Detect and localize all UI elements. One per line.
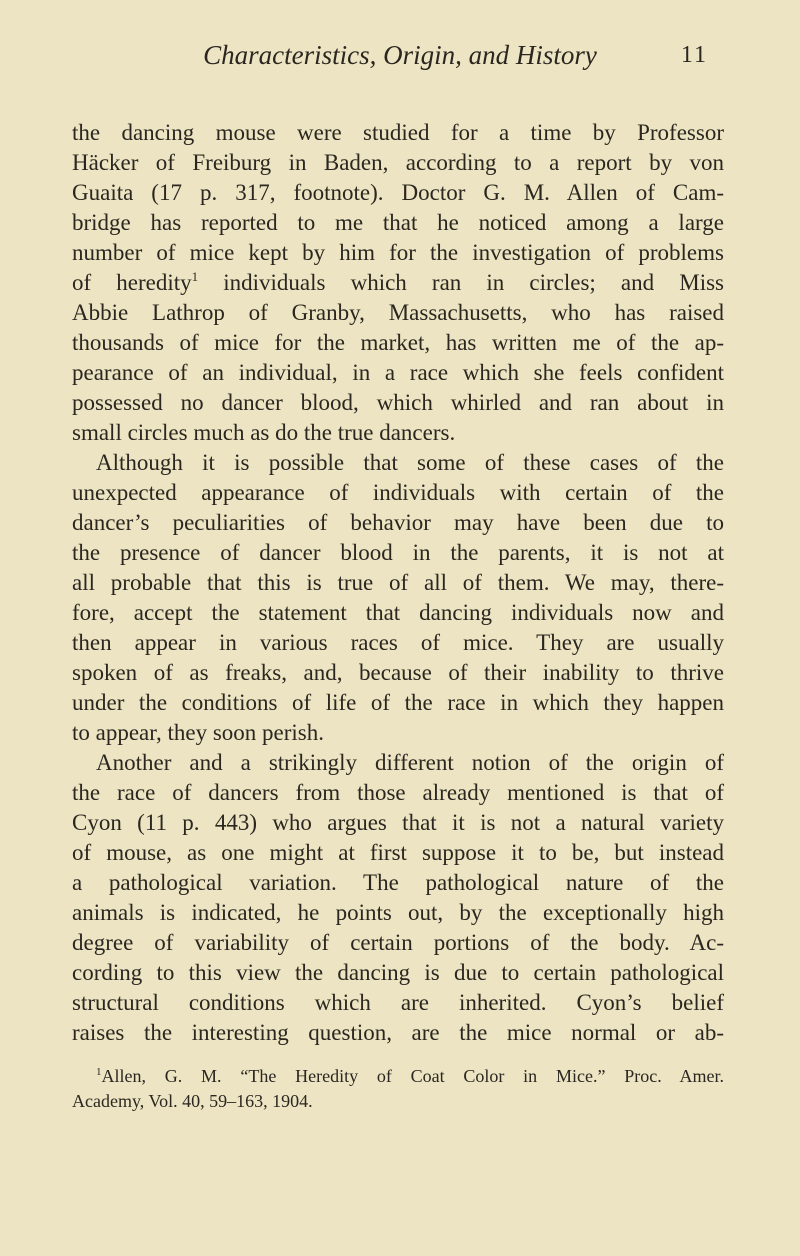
text-line: unexpected appearance of individuals with certain of the [72, 480, 724, 505]
text-line: raises the interesting question, are the mice normal or ab- [72, 1020, 724, 1045]
running-header [0, 40, 800, 76]
text-line: a pathological variation. The pathological nature of the [72, 870, 724, 895]
text-line: pearance of an individual, in a race which she feels confident [72, 360, 724, 385]
text-line: animals is indicated, he points out, by the exceptionally high [72, 900, 724, 925]
text-line: Another and a strikingly different notion of the origin of [96, 750, 724, 775]
page-number: 11 [680, 42, 708, 68]
text-line: fore, accept the statement that dancing individuals now and [72, 600, 724, 625]
text-line: under the conditions of life of the race in which they happen [72, 690, 724, 715]
text-line: all probable that this is true of all of them. We may, there- [72, 570, 724, 595]
text-segment: of heredity [72, 270, 192, 295]
text-line: Abbie Lathrop of Granby, Massachusetts, who has raised [72, 300, 724, 325]
text-line: the race of dancers from those already mentioned is that of [72, 780, 724, 805]
text-line: bridge has reported to me that he noticed among a large [72, 210, 724, 235]
text-line: the dancing mouse were studied for a time by Professor [72, 120, 724, 145]
text-line [72, 268, 724, 298]
footnote-reference[interactable]: 1 [191, 269, 199, 284]
text-line: spoken of as freaks, and, because of their inability to thrive [72, 660, 724, 685]
text-line: Cyon (11 p. 443) who argues that it is not a natural variety [72, 810, 724, 835]
footnote-text: Allen, G. M. “The Heredity of Coat Color in Mice.” Proc. Amer. [101, 1066, 724, 1086]
text-line: number of mice kept by him for the investigation of problems [72, 240, 724, 265]
text-line: Guaita (17 p. 317, footnote). Doctor G. M. Allen of Cam- [72, 180, 724, 205]
footnotes [72, 1064, 724, 1114]
footnote-line [72, 1064, 724, 1089]
text-line: Although it is possible that some of these cases of the [96, 450, 724, 475]
text-line: of mouse, as one might at first suppose it to be, but instead [72, 840, 724, 865]
text-line: to appear, they soon perish. [72, 720, 325, 745]
text-line: then appear in various races of mice. They are usually [72, 630, 724, 655]
text-line: thousands of mice for the market, has written me of the ap- [72, 330, 724, 355]
text-segment: individuals which ran in circles; and Miss [198, 270, 724, 295]
body-text [72, 118, 724, 1048]
footnote-text: Academy, Vol. 40, 59–163, 1904. [72, 1091, 313, 1111]
footnote-line [72, 1089, 724, 1114]
text-line: the presence of dancer blood in the parents, it is not at [72, 540, 724, 565]
text-line: dancer’s peculiarities of behavior may have been due to [72, 510, 724, 535]
text-line: structural conditions which are inherited. Cyon’s belief [72, 990, 724, 1015]
text-line: cording to this view the dancing is due to certain pathological [72, 960, 724, 985]
text-line: degree of variability of certain portions of the body. Ac- [72, 930, 724, 955]
text-line: possessed no dancer blood, which whirled and ran about in [72, 390, 724, 415]
text-line: small circles much as do the true dancers. [72, 420, 456, 445]
running-title: Characteristics, Origin, and History [203, 40, 597, 70]
text-line: Häcker of Freiburg in Baden, according to a report by von [72, 150, 724, 175]
footnote-mark: 1 [96, 1066, 102, 1078]
